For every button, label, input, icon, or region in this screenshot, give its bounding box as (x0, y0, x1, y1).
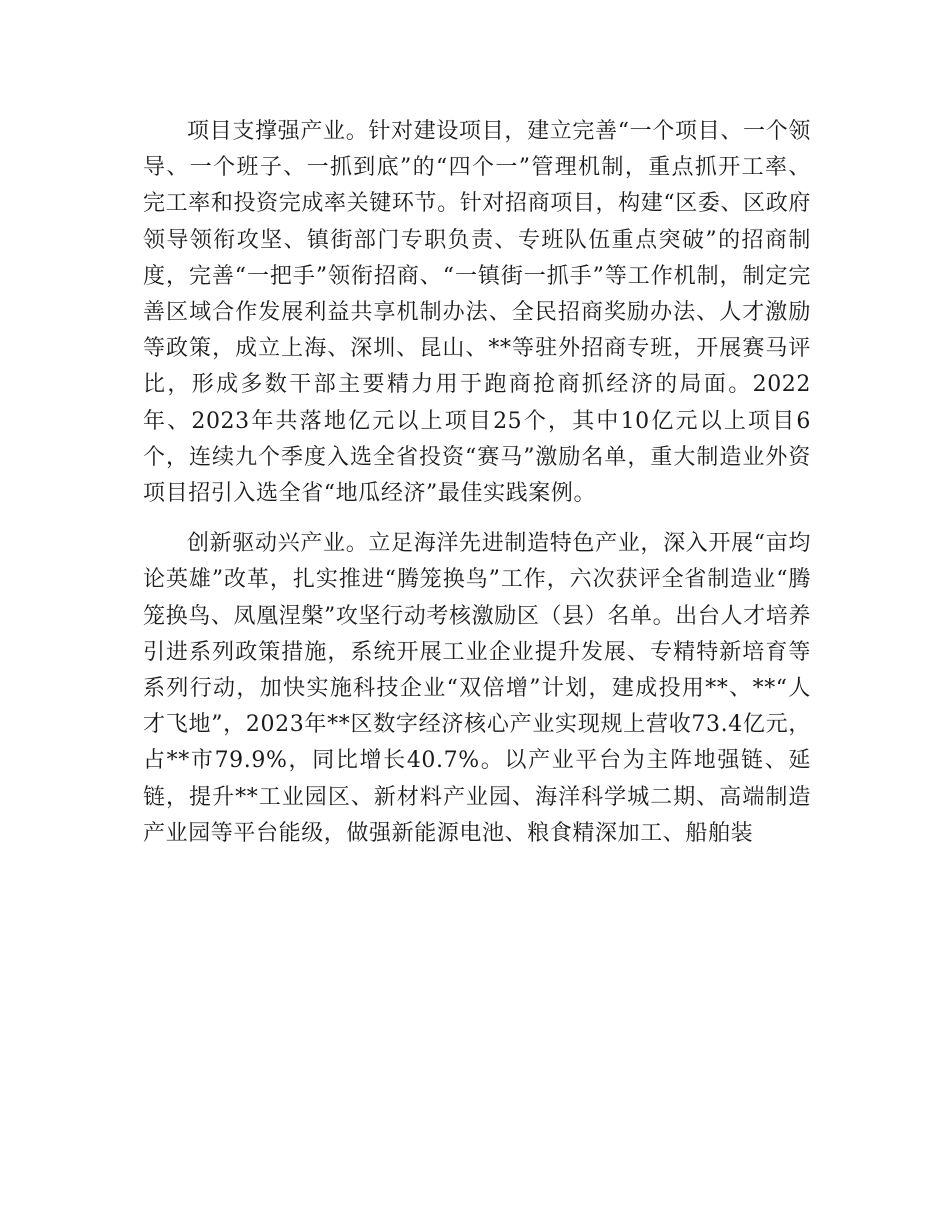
paragraph-project-support: 项目支撑强产业。针对建设项目，建立完善“一个项目、一个领导、一个班子、一抓到底”的“四个一”管理机制，重点抓开工率、完工率和投资完成率关键环节。针对招商项目，构建“区委、区政府领导领衔攻坚、镇街部门专职负责、专班队伍重点突破”的招商制度，完善“一把手”领衔招商、“一镇街一抓手”等工作机制，制定完善区域合作发展利益共享机制办法、全民招商奖励办法、人才激励等政策，成立上海、深圳、昆山、**等驻外招商专班，开展赛马评比，形成多数干部主要精力用于跑商抢商抓经济的局面。2022年、2023年共落地亿元以上项目25个，其中10亿元以上项目6个，连续九个季度入选全省投资“赛马”激励名单，重大制造业外资项目招引入选全省“地瓜经济”最佳实践案例。 (143, 119, 811, 507)
paragraph-innovation-driven: 创新驱动兴产业。立足海洋先进制造特色产业，深入开展“亩均论英雄”改革，扎实推进“腾笼换鸟”工作，六次获评全省制造业“腾笼换鸟、凤凰涅槃”攻坚行动考核激励区（县）名单。出台人才培养引进系列政策措施，系统开展工业企业提升发展、专精特新培育等系列行动，加快实施科技企业“双倍增”计划，建成投用**、**“人才飞地”，2023年**区数字经济核心产业实现规上营收73.4亿元，占**市79.9%，同比增长40.7%。以产业平台为主阵地强链、延链，提升**工业园区、新材料产业园、海洋科学城二期、高端制造产业园等平台能级，做强新能源电池、粮食精深加工、船舶装 (143, 531, 811, 846)
document-body (143, 114, 811, 852)
